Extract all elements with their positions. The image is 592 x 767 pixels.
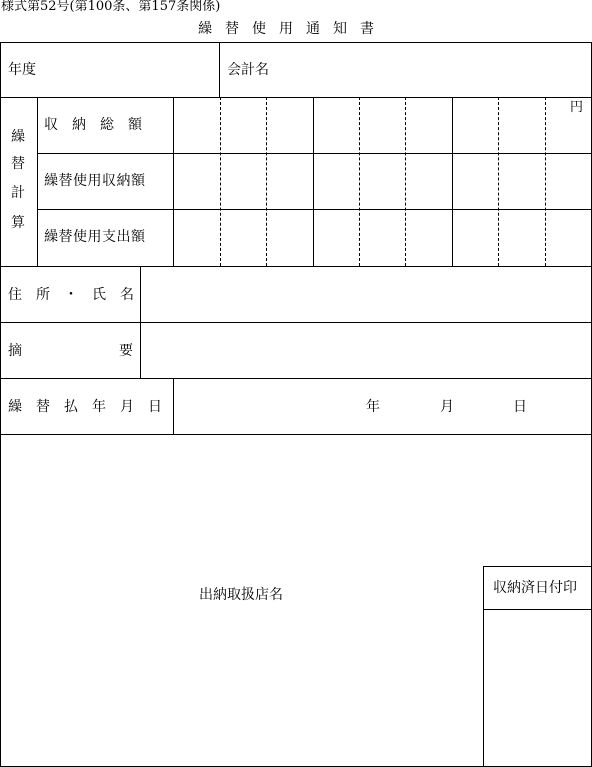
yen-unit: 円 — [570, 100, 584, 115]
calc-group-label-char: 算 — [11, 215, 25, 231]
digit-divider — [405, 97, 406, 266]
calc-group-label-char: 計 — [11, 185, 25, 201]
form-number: 様式第52号(第100条、第157条関係) — [1, 0, 221, 14]
summary-label-left: 摘 — [8, 343, 22, 359]
row-divider — [37, 209, 592, 210]
form-title: 繰替使用通知書 — [198, 21, 387, 37]
table-top-border — [0, 42, 592, 43]
year-label: 年度 — [8, 62, 36, 78]
row-divider — [0, 378, 592, 379]
digit-divider — [498, 97, 499, 266]
summary-label-right: 要 — [119, 343, 133, 359]
stamp-box-divider — [483, 609, 592, 610]
digit-divider — [545, 97, 546, 266]
stamp-box-top — [483, 566, 592, 567]
account-name-label: 会計名 — [227, 62, 269, 78]
table-left-border — [0, 42, 1, 766]
row-divider — [37, 153, 592, 154]
row-divider — [0, 322, 592, 323]
digit-divider — [359, 97, 360, 266]
address-name-label: 住 所 ・ 氏 名 — [8, 287, 134, 303]
calc-group-label-char: 替 — [11, 156, 25, 172]
calc-group-label-char: 繰 — [11, 129, 25, 145]
branch-name-label: 出納取扱店名 — [199, 587, 283, 603]
payment-date-divider — [173, 378, 174, 434]
total-receipts-label: 収 納 総 額 — [44, 117, 142, 133]
row-divider — [0, 97, 592, 98]
date-unit-day: 日 — [513, 399, 527, 415]
calc-label-divider — [173, 97, 174, 266]
digit-divider — [220, 97, 221, 266]
diverted-expenditure-label: 繰替使用支出額 — [44, 229, 146, 245]
address-divider — [140, 266, 141, 378]
calc-group-divider — [37, 97, 38, 266]
stamp-box-left — [483, 566, 484, 766]
payment-date-label: 繰 替 払 年 月 日 — [8, 399, 162, 415]
amount-group-divider — [452, 97, 453, 266]
row-divider — [0, 434, 592, 435]
date-unit-year: 年 — [366, 399, 380, 415]
digit-divider — [266, 97, 267, 266]
stamp-label: 収納済日付印 — [493, 580, 577, 596]
amount-group-divider — [313, 97, 314, 266]
row-divider — [0, 266, 592, 267]
date-unit-month: 月 — [440, 399, 454, 415]
header-divider — [219, 42, 220, 97]
diverted-receipts-label: 繰替使用収納額 — [44, 173, 146, 189]
